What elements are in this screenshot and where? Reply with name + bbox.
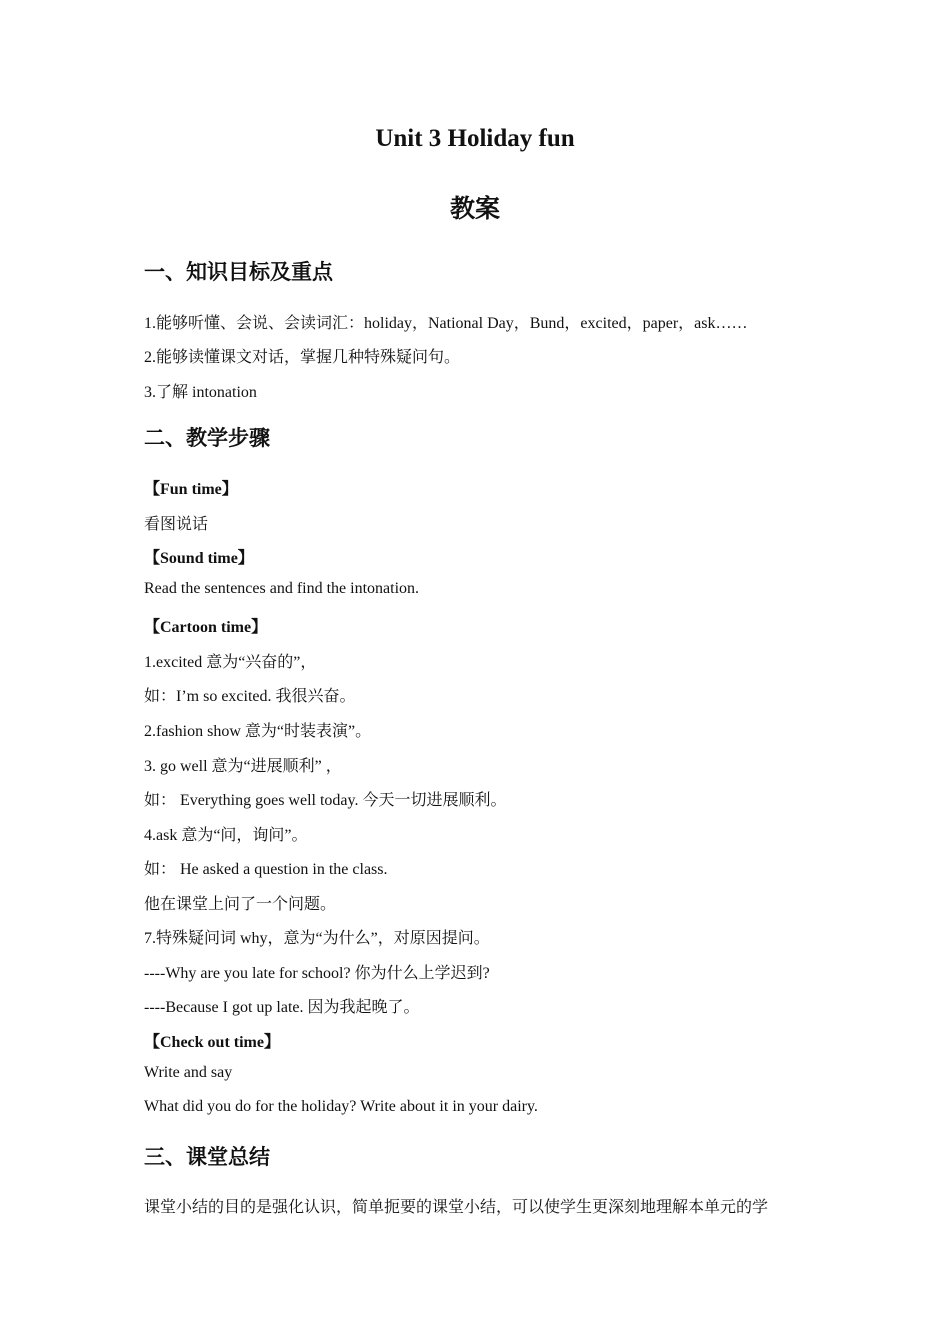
section-heading-summary: 三、课堂总结 — [144, 1145, 270, 1169]
step-label-cartoon-time: 【Cartoon time】 — [144, 619, 268, 636]
step-line: 4.ask 意为“问，询问”。 — [144, 827, 308, 844]
step-line: 如：I’m so excited. 我很兴奋。 — [144, 688, 356, 705]
step-line: ----Because I got up late. 因为我起晚了。 — [144, 999, 420, 1016]
objective-line-1: 1.能够听懂、会说、会读词汇：holiday，National Day，Bund，excited，paper，ask…… — [144, 315, 748, 332]
step-line: 如： Everything goes well today. 今天一切进展顺利。 — [144, 792, 507, 809]
step-line: 7.特殊疑问词 why，意为“为什么”，对原因提问。 — [144, 930, 490, 947]
step-line: 1.excited 意为“兴奋的”， — [144, 654, 317, 671]
step-line: 他在课堂上问了一个问题。 — [144, 896, 337, 913]
section-heading-steps: 二、教学步骤 — [144, 426, 270, 450]
step-label-fun-time: 【Fun time】 — [144, 481, 238, 498]
page-subtitle: 教案 — [449, 194, 500, 223]
step-line: 3. go well 意为“进展顺利” ， — [144, 758, 342, 775]
objective-line-3: 3.了解 intonation — [144, 384, 257, 401]
step-line: ----Why are you late for school? 你为什么上学迟到? — [144, 965, 490, 982]
objective-line-2: 2.能够读懂课文对话，掌握几种特殊疑问句。 — [144, 349, 461, 366]
step-label-check-out-time: 【Check out time】 — [144, 1034, 280, 1051]
step-line: What did you do for the holiday? Write about it in your dairy. — [144, 1098, 538, 1115]
summary-line: 课堂小结的目的是强化认识，简单扼要的课堂小结，可以使学生更深刻地理解本单元的学 — [144, 1197, 769, 1216]
step-line: 看图说话 — [144, 516, 209, 533]
step-label-sound-time: 【Sound time】 — [144, 550, 254, 567]
page-title: Unit 3 Holiday fun — [375, 125, 575, 152]
section-heading-objectives: 一、知识目标及重点 — [144, 260, 333, 284]
step-line: Write and say — [144, 1064, 233, 1081]
step-line: Read the sentences and find the intonation. — [144, 580, 420, 597]
step-line: 如： He asked a question in the class. — [144, 861, 388, 878]
step-line: 2.fashion show 意为“时装表演”。 — [144, 723, 372, 740]
